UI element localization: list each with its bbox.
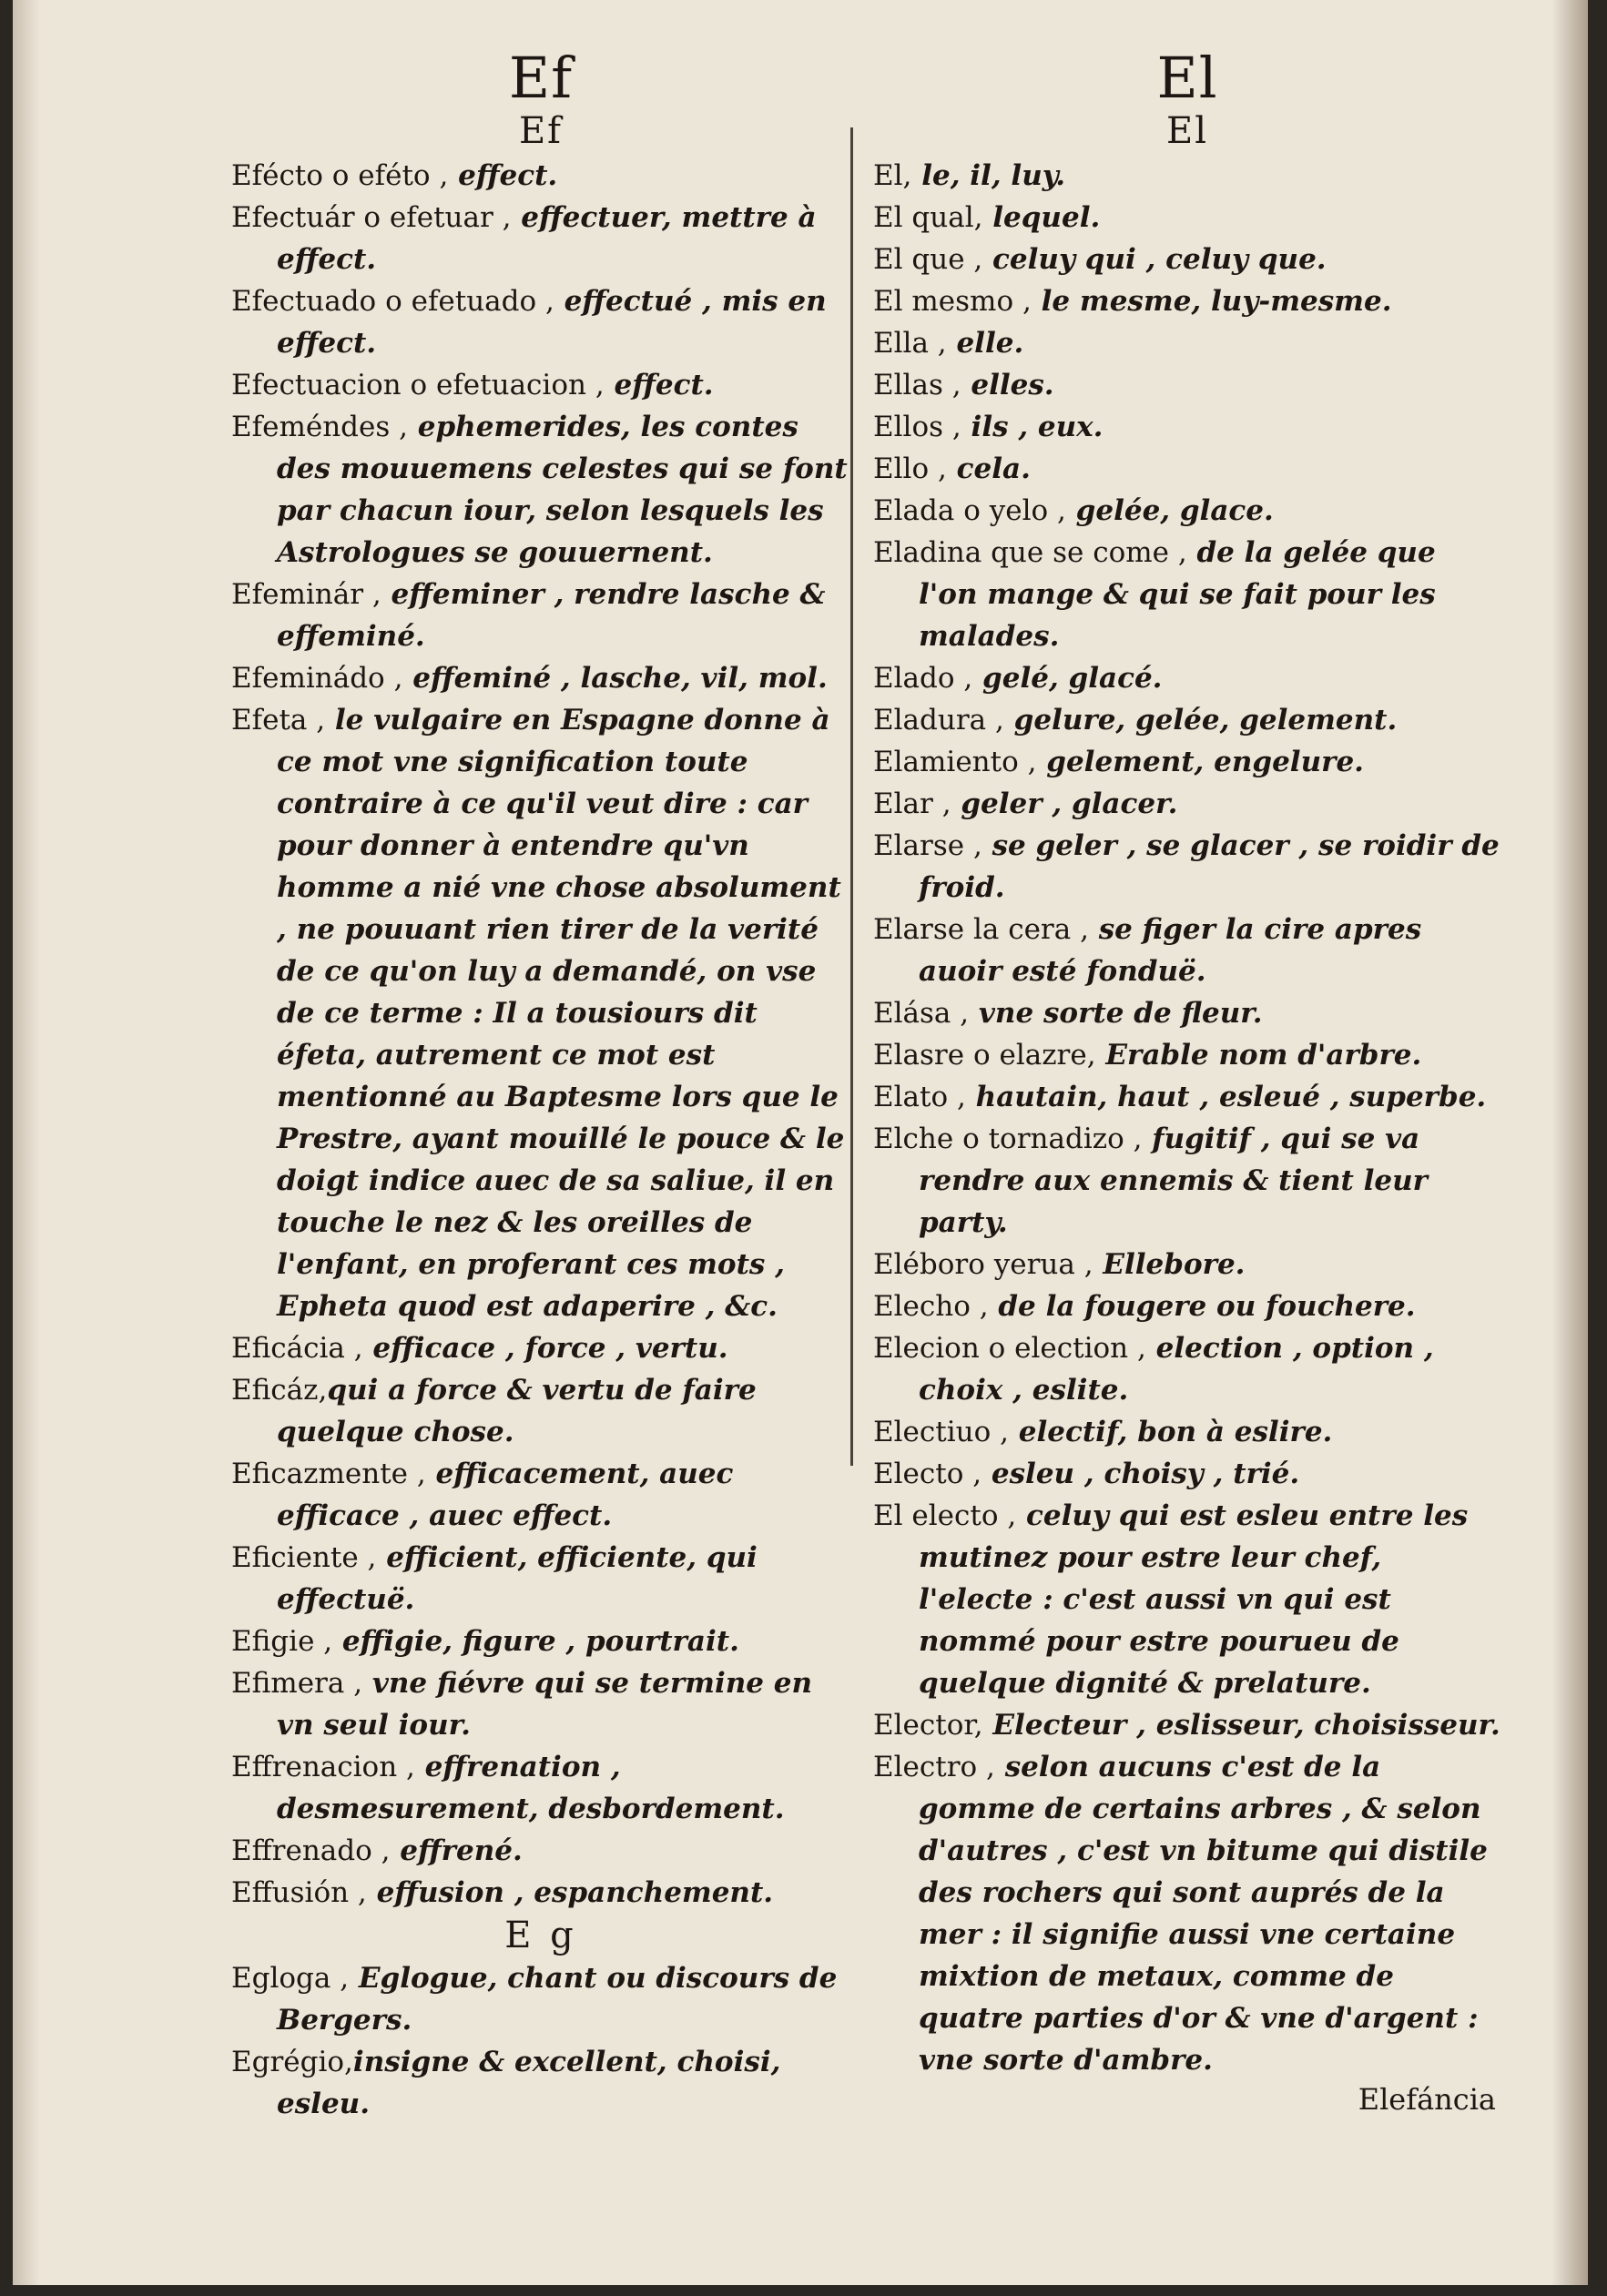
page-shadow-right [1551, 0, 1588, 2285]
dictionary-entry [873, 364, 1501, 406]
entry-headword: El mesmo , [873, 285, 1032, 318]
entry-headword: Elato , [873, 1081, 966, 1113]
entry-definition: gelement, engelure. [1036, 746, 1364, 778]
dictionary-entry [873, 280, 1501, 322]
dictionary-entry [873, 1034, 1501, 1076]
entry-definition: efficacement, auec efficace , auec effect. [277, 1458, 734, 1532]
dictionary-entry [873, 1327, 1501, 1411]
dictionary-entry [231, 406, 850, 574]
entry-definition: gelé, glacé. [972, 662, 1163, 695]
dictionary-entry [873, 197, 1501, 239]
dictionary-entry [873, 1746, 1501, 2081]
entry-definition: election , option , choix , eslite. [919, 1332, 1434, 1407]
entry-definition: lequel. [982, 201, 1101, 234]
entry-headword: Effusión , [231, 1876, 367, 1909]
entry-definition: effigie, figure , pourtrait. [332, 1625, 739, 1658]
entry-headword: Efécto o eféto , [231, 159, 449, 192]
entry-headword: Efectuár o efetuar , [231, 201, 512, 234]
dictionary-entry [231, 657, 850, 699]
entry-definition: vne fiévre qui se termine en vn seul iour. [277, 1667, 813, 1742]
dictionary-entry [873, 1118, 1501, 1244]
entry-definition: effrené. [390, 1834, 523, 1867]
entry-definition: hautain, haut , esleué , superbe. [965, 1081, 1487, 1113]
running-head-right: El [1156, 45, 1218, 111]
entry-definition: le mesme, luy-mesme. [1031, 285, 1392, 318]
entry-definition: de la fougere ou fouchere. [988, 1290, 1416, 1323]
entry-headword: Ello , [873, 452, 947, 485]
entry-headword: Ellas , [873, 369, 961, 401]
entry-definition: effeminer , rendre lasche & effeminé. [277, 578, 826, 653]
entry-definition: gelure, gelée, gelement. [1003, 704, 1398, 737]
dictionary-entry [231, 1830, 850, 1872]
dictionary-entry [231, 1957, 850, 2041]
entry-headword: Electiuo , [873, 1416, 1009, 1448]
entry-definition: Erable nom d'arbre. [1095, 1039, 1422, 1072]
entry-definition: esleu , choisy , trié. [981, 1458, 1300, 1490]
dictionary-entry [873, 1495, 1501, 1704]
dictionary-entry [873, 448, 1501, 490]
dictionary-entry [873, 322, 1501, 364]
entry-headword: Efimera , [231, 1667, 363, 1700]
entry-headword: Electo , [873, 1458, 982, 1490]
entry-headword: Efeméndes , [231, 411, 408, 443]
entry-headword: Efigie , [231, 1625, 333, 1658]
dictionary-entry [873, 1244, 1501, 1285]
entry-headword: Elasre o elazre, [873, 1039, 1096, 1072]
entry-definition: de la gelée que l'on mange & qui se fait pour les malades. [919, 536, 1436, 653]
entry-headword: Ella , [873, 327, 947, 360]
entry-definition: se geler , se glacer , se roidir de froid. [919, 829, 1500, 904]
dictionary-entry [873, 657, 1501, 699]
entry-definition: celuy qui est esleu entre les mutinez pour estre leur chef, l'electe : c'est aussi vn qui est nommé pour estre pourueu de quelque dignité & prelature. [919, 1499, 1469, 1700]
dictionary-entry [873, 825, 1501, 909]
entry-headword: Efeta , [231, 704, 326, 737]
entry-definition: effusion , espanchement. [366, 1876, 774, 1909]
dictionary-entry [873, 1411, 1501, 1453]
sub-head-right: El [1166, 110, 1208, 152]
entry-list-left-a [231, 155, 850, 1914]
entry-headword: Elector, [873, 1709, 983, 1742]
entry-definition: le vulgaire en Espagne donne à ce mot vne signification toute contraire à ce qu'il veut dire : car pour donner à entendre qu'vn homme a nié vne chose absolument , ne pouuant rien tirer de la verité de ce qu'on luy a demandé, on vse de ce terme : Il a tousiours dit éfeta, autrement ce mot est mentionné au Baptesme lors que le Prestre, ayant mouillé le pouce & le doigt indice auec de sa saliue, il en touche le nez & les oreilles de l'enfant, en proferant ces mots , Epheta quod est adaperire , &c. [277, 704, 845, 1323]
entry-headword: Electro , [873, 1751, 995, 1783]
dictionary-entry [873, 532, 1501, 657]
running-head-left: Ef [508, 45, 574, 111]
entry-definition: effect. [448, 159, 558, 192]
entry-headword: Elado , [873, 662, 973, 695]
entry-headword: Egloga , [231, 1962, 350, 1995]
entry-headword: El qual, [873, 201, 983, 234]
entry-headword: Elecho , [873, 1290, 989, 1323]
sub-head-left: Ef [518, 110, 563, 152]
entry-definition: effectuer, mettre à effect. [277, 201, 817, 276]
entry-definition: efficace , force , vertu. [362, 1332, 728, 1365]
entry-definition: celuy qui , celuy que. [982, 243, 1327, 276]
entry-headword: Effrenado , [231, 1834, 391, 1867]
entry-definition: selon aucuns c'est de la gomme de certains arbres , & selon d'autres , c'est vn bitume qui distile des rochers qui sont auprés de la mer : il signifie aussi vne certaine mixtion de metaux, comme de quatre parties d'or & vne d'argent : vne sorte d'ambre. [919, 1751, 1488, 2077]
entry-definition: efficient, efficiente, qui effectuë. [277, 1541, 758, 1616]
column-divider [850, 127, 853, 1466]
dictionary-entry [873, 992, 1501, 1034]
entry-headword: Elar , [873, 787, 951, 820]
dictionary-entry [873, 783, 1501, 825]
entry-headword: Elarse la cera , [873, 913, 1089, 946]
entry-definition: insigne & excellent, choisi, esleu. [277, 2046, 781, 2120]
entry-definition: qui a force & vertu de faire quelque chose. [277, 1374, 757, 1448]
entry-definition: effectué , mis en effect. [277, 285, 827, 360]
dictionary-entry [231, 364, 850, 406]
entry-headword: Efectuado o efetuado , [231, 285, 554, 318]
dictionary-entry [873, 1285, 1501, 1327]
dictionary-entry [873, 1076, 1501, 1118]
entry-headword: Ellos , [873, 411, 961, 443]
dictionary-entry [231, 1746, 850, 1830]
dictionary-entry [231, 280, 850, 364]
dictionary-entry [231, 1369, 850, 1453]
entry-definition: cela. [946, 452, 1031, 485]
dictionary-entry [231, 699, 850, 1327]
entry-definition: elles. [961, 369, 1054, 401]
entry-definition: ephemerides, les contes des mouuemens celestes qui se font par chacun iour, selon lesquels les Astrologues se gouuernent. [277, 411, 848, 569]
dictionary-entry [873, 239, 1501, 280]
dictionary-entry [873, 406, 1501, 448]
entry-definition: vne sorte de fleur. [969, 997, 1263, 1030]
dictionary-entry [231, 1662, 850, 1746]
entry-headword: Elamiento , [873, 746, 1037, 778]
dictionary-entry [873, 490, 1501, 532]
dictionary-page [13, 0, 1588, 2285]
entry-headword: El que , [873, 243, 983, 276]
section-letter-eg: E g [504, 1915, 577, 1956]
entry-definition: effeminé , lasche, vil, mol. [402, 662, 828, 695]
entry-definition: Eglogue, chant ou discours de Bergers. [277, 1962, 838, 2037]
entry-headword: El, [873, 159, 912, 192]
entry-definition: le, il, luy. [911, 159, 1065, 192]
dictionary-entry [231, 1453, 850, 1537]
entry-definition: se figer la cire apres auoir esté fonduë. [919, 913, 1422, 988]
entry-headword: Eladina que se come , [873, 536, 1187, 569]
entry-headword: Efeminár , [231, 578, 381, 611]
entry-headword: Elarse , [873, 829, 982, 862]
entry-headword: Elása , [873, 997, 970, 1030]
entry-headword: Eficazmente , [231, 1458, 426, 1490]
entry-headword: Elche o tornadizo , [873, 1123, 1143, 1155]
entry-headword: Eléboro yerua , [873, 1248, 1093, 1281]
entry-headword: Effrenacion , [231, 1751, 415, 1783]
entry-list-right [873, 155, 1501, 2081]
left-column [231, 46, 850, 2125]
dictionary-entry [231, 1327, 850, 1369]
entry-definition: effect. [604, 369, 714, 401]
dictionary-entry [873, 1704, 1501, 1746]
entry-headword: Eficáz, [231, 1374, 328, 1407]
dictionary-entry [873, 699, 1501, 741]
entry-definition: fugitif , qui se va rendre aux ennemis & tient leur party. [919, 1123, 1428, 1239]
dictionary-entry [231, 1537, 850, 1620]
entry-definition: ils , eux. [961, 411, 1104, 443]
entry-headword: Eficiente , [231, 1541, 377, 1574]
entry-definition: Ellebore. [1093, 1248, 1246, 1281]
dictionary-entry [873, 1453, 1501, 1495]
entry-headword: El electo , [873, 1499, 1017, 1532]
entry-headword: Eficácia , [231, 1332, 363, 1365]
entry-definition: electif, bon à eslire. [1008, 1416, 1333, 1448]
page-shadow-left [13, 0, 40, 2285]
entry-headword: Elecion o election , [873, 1332, 1146, 1365]
dictionary-entry [231, 155, 850, 197]
entry-definition: Electeur , eslisseur, choisisseur. [982, 1709, 1500, 1742]
catchword: Elefáncia [1358, 2082, 1496, 2117]
dictionary-entry [873, 155, 1501, 197]
dictionary-entry [873, 741, 1501, 783]
entry-headword: Efeminádo , [231, 662, 403, 695]
entry-definition: gelée, glace. [1065, 494, 1274, 527]
entry-headword: Eladura , [873, 704, 1004, 737]
dictionary-entry [231, 197, 850, 280]
right-column [873, 46, 1501, 2118]
entry-headword: Egrégio, [231, 2046, 353, 2078]
entry-headword: Efectuacion o efetuacion , [231, 369, 605, 401]
dictionary-entry [231, 574, 850, 657]
entry-definition: effrenation , desmesurement, desbordement. [277, 1751, 785, 1825]
entry-headword: Elada o yelo , [873, 494, 1066, 527]
entry-definition: elle. [946, 327, 1024, 360]
entry-definition: geler , glacer. [951, 787, 1178, 820]
dictionary-entry [231, 2041, 850, 2125]
entry-list-left-b [231, 1957, 850, 2125]
dictionary-entry [231, 1620, 850, 1662]
dictionary-entry [231, 1872, 850, 1914]
dictionary-entry [873, 909, 1501, 992]
